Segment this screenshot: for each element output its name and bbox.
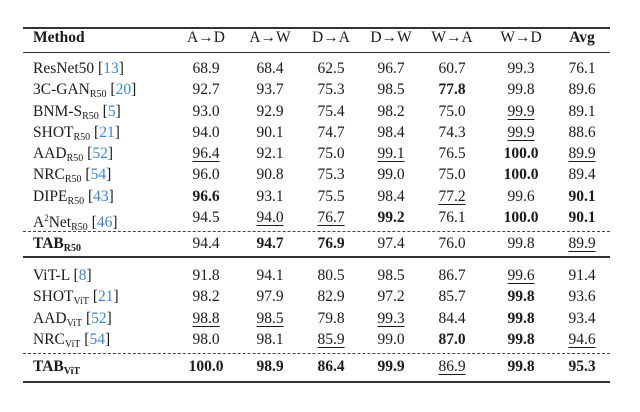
table-cell: 87.0: [438, 331, 466, 348]
table-cell: 75.4: [317, 103, 345, 120]
table-cell: 98.9: [256, 358, 284, 375]
table-cell: 68.9: [192, 60, 220, 77]
method-sub: ViT: [73, 296, 89, 307]
header-col-4: W→A: [431, 29, 473, 46]
citation-link[interactable]: 52: [92, 145, 108, 162]
table-cell: 76.0: [438, 235, 466, 252]
table-cell: 100.0: [188, 358, 224, 375]
table-row: [23, 165, 610, 185]
table-cell: 86.9: [438, 358, 466, 375]
citation-link[interactable]: 13: [103, 60, 119, 77]
table-cell: 99.9: [507, 124, 535, 141]
table-cell: 60.7: [438, 60, 466, 77]
table-cell: 94.7: [256, 235, 284, 252]
method-name: $NRC_{R50}$ [54]: [33, 166, 112, 185]
citation-link[interactable]: 5: [107, 103, 116, 120]
table-cell: 100.0: [503, 145, 539, 162]
table-cell: 93.6: [568, 288, 596, 305]
table-cell: 99.6: [507, 188, 535, 205]
method-base: TAB: [33, 358, 64, 375]
method-sub: ViT: [64, 339, 81, 350]
method-name: [33, 234, 81, 259]
table-cell: 91.8: [192, 267, 220, 284]
table-cell: 76.1: [438, 209, 466, 226]
table-row: [23, 330, 610, 350]
table-cell: 89.9: [568, 235, 596, 252]
method-base: ResNet50: [33, 60, 95, 77]
table-cell: 86.7: [438, 267, 466, 284]
table-cell: 75.3: [317, 81, 345, 98]
table-cell: 92.1: [256, 145, 284, 162]
header-col-3: D→W: [370, 29, 412, 46]
table-cell: 98.4: [377, 188, 405, 205]
table-cell: 76.1: [568, 60, 596, 77]
table-cell: 85.7: [438, 288, 466, 305]
table-row: [23, 287, 610, 307]
table-cell: 75.5: [317, 188, 345, 205]
table-cell: 89.1: [568, 103, 596, 120]
method-name: $NRC_{ViT}$ [54]: [33, 331, 111, 350]
table-cell: 99.8: [507, 235, 535, 252]
table-cell: 99.8: [507, 358, 535, 375]
ours-row: [23, 234, 610, 254]
table-cell: 94.0: [192, 124, 220, 141]
table-cell: 74.3: [438, 124, 466, 141]
method-sub: R50: [66, 153, 84, 164]
method-name: BNM-$S_{R50}$ [5]: [33, 103, 121, 122]
method-sub: R50: [71, 222, 88, 233]
header-col-1: A→W: [249, 29, 291, 46]
table-row: [23, 266, 610, 286]
table-cell: 86.4: [317, 358, 345, 375]
table-cell: 98.2: [192, 288, 220, 305]
table-cell: 94.1: [256, 267, 284, 284]
citation-link[interactable]: 8: [78, 267, 87, 284]
table-cell: 98.5: [377, 267, 405, 284]
table-row: [23, 187, 610, 207]
table-cell: 93.4: [568, 310, 596, 327]
method-sub: R50: [67, 196, 85, 207]
table-cell: 75.0: [438, 103, 466, 120]
method-sub: R50: [82, 111, 99, 122]
method-sub: ViT: [63, 366, 81, 377]
table-cell: 93.0: [192, 103, 220, 120]
header-col-5: W→D: [500, 29, 542, 46]
method-base: ViT-L: [33, 267, 70, 284]
method-name: $SHOT_{R50}$ [21]: [33, 124, 120, 143]
table-cell: 98.2: [377, 103, 405, 120]
table-cell: 99.3: [507, 60, 535, 77]
bottom-rule: [23, 381, 610, 383]
table-cell: 99.8: [507, 310, 535, 327]
method-sub: R50: [63, 243, 81, 254]
citation-link[interactable]: 54: [89, 331, 105, 348]
table-cell: 76.9: [317, 235, 345, 252]
method-sub: ViT: [66, 318, 83, 329]
table-cell: 96.6: [192, 188, 220, 205]
table-cell: 98.8: [192, 310, 220, 327]
table-cell: 98.5: [256, 310, 284, 327]
table-cell: 92.7: [192, 81, 220, 98]
table-row: [23, 309, 610, 329]
table-row: [23, 102, 610, 122]
table-cell: 99.8: [507, 288, 535, 305]
method-base: DIPE: [33, 188, 68, 205]
citation-link[interactable]: 46: [96, 214, 113, 231]
table-cell: 76.5: [438, 145, 466, 162]
method-name: ViT-L [8]: [33, 267, 92, 284]
header-rule: [23, 52, 610, 53]
table-cell: 97.9: [256, 288, 284, 305]
table-cell: 98.5: [377, 81, 405, 98]
table-cell: 91.4: [568, 267, 596, 284]
table-cell: 89.6: [568, 81, 596, 98]
table-cell: 96.4: [192, 145, 220, 162]
table-cell: 96.7: [377, 60, 405, 77]
method-name: $3C-GAN_{R50}$ [20]: [33, 81, 137, 100]
table-row: [23, 59, 610, 79]
table-cell: 99.8: [507, 81, 535, 98]
table-row: [23, 123, 610, 143]
table-cell: 98.0: [192, 331, 220, 348]
citation-link[interactable]: 54: [90, 166, 107, 183]
method-base: AAD: [33, 310, 67, 327]
citation-link[interactable]: 43: [93, 188, 109, 205]
table-cell: 98.1: [256, 331, 284, 348]
table-row: [23, 144, 610, 164]
table-cell: 79.8: [317, 310, 345, 327]
table-cell: 99.6: [507, 267, 535, 284]
table-cell: 94.5: [192, 209, 220, 226]
method-name: $AAD_{R50}$ [52]: [33, 145, 113, 164]
method-name: ResNet50 [13]: [33, 60, 124, 77]
table-cell: 84.4: [438, 310, 466, 327]
table-cell: 75.0: [438, 166, 466, 183]
method-base: TAB: [33, 235, 64, 252]
table-cell: 74.7: [317, 124, 345, 141]
table-cell: 76.7: [317, 209, 345, 226]
citation-link[interactable]: 21: [98, 288, 114, 305]
table-cell: 88.6: [568, 124, 596, 141]
method-base: 3C-GAN: [33, 81, 90, 98]
method-base: NRC: [33, 166, 65, 183]
table-cell: 100.0: [503, 166, 539, 183]
table-cell: 92.9: [256, 103, 284, 120]
table-cell: 94.0: [256, 209, 284, 226]
table-cell: 93.1: [256, 188, 284, 205]
table-cell: 100.0: [503, 209, 539, 226]
table-cell: 90.8: [256, 166, 284, 183]
method-base: SHOT: [33, 124, 74, 141]
method-base: A: [33, 214, 45, 231]
table-cell: 99.8: [507, 331, 535, 348]
table-cell: 89.4: [568, 166, 596, 183]
header-col-0: A→D: [187, 29, 225, 46]
table-cell: 93.7: [256, 81, 284, 98]
method-name: $AAD_{ViT}$ [52]: [33, 310, 112, 329]
method-name: $A^2Net_{R50}$ [46]: [33, 213, 118, 233]
table-cell: 82.9: [317, 288, 345, 305]
table-cell: 99.9: [507, 103, 535, 120]
method-name: [33, 357, 80, 382]
dashed-rule-vit: [23, 353, 610, 354]
method-sub: R50: [89, 89, 107, 100]
header-col-6: Avg: [569, 29, 595, 46]
table-cell: 90.1: [568, 209, 596, 226]
table-cell: 96.0: [192, 166, 220, 183]
table-cell: 75.0: [317, 145, 345, 162]
table-cell: 90.1: [256, 124, 284, 141]
method-base: BNM-S: [33, 103, 83, 120]
method-name: $SHOT_{ViT}$ [21]: [33, 288, 119, 307]
table-cell: 80.5: [317, 267, 345, 284]
table-cell: 77.2: [438, 188, 466, 205]
table-cell: 99.9: [377, 358, 405, 375]
table-cell: 89.9: [568, 145, 596, 162]
table-cell: 98.4: [377, 124, 405, 141]
citation-link[interactable]: 52: [91, 310, 107, 327]
table-cell: 94.6: [568, 331, 596, 348]
table-cell: 68.4: [256, 60, 284, 77]
table-cell: 99.2: [377, 209, 405, 226]
method-sup: 2: [44, 213, 49, 223]
table-cell: 95.3: [568, 358, 596, 375]
method-sub: R50: [73, 132, 91, 143]
group-rule: [23, 256, 610, 258]
table-cell: 99.0: [377, 166, 405, 183]
table-cell: 99.0: [377, 331, 405, 348]
method-base: AAD: [33, 145, 67, 162]
table-cell: 90.1: [568, 188, 596, 205]
table-row: [23, 208, 610, 233]
table-cell: 62.5: [317, 60, 345, 77]
table-cell: 77.8: [438, 81, 466, 98]
table-cell: 97.4: [377, 235, 405, 252]
ours-row: [23, 357, 610, 377]
table-cell: 94.4: [192, 235, 220, 252]
table-cell: 97.2: [377, 288, 405, 305]
table-cell: 99.3: [377, 310, 405, 327]
header-method: Method: [33, 29, 85, 46]
citation-link[interactable]: 21: [99, 124, 115, 141]
table-cell: 75.3: [317, 166, 345, 183]
method-base: SHOT: [33, 288, 74, 305]
method-name: $DIPE_{R50}$ [43]: [33, 188, 114, 207]
method-sub: R50: [64, 174, 82, 185]
header-col-2: D→A: [312, 29, 350, 46]
header-row: [23, 28, 610, 48]
table-cell: 85.9: [317, 331, 345, 348]
table-row: [23, 80, 610, 100]
method-base: NRC: [33, 331, 65, 348]
citation-link[interactable]: 20: [115, 81, 132, 98]
method-base-2: Net: [48, 214, 72, 231]
table-cell: 99.1: [377, 145, 405, 162]
